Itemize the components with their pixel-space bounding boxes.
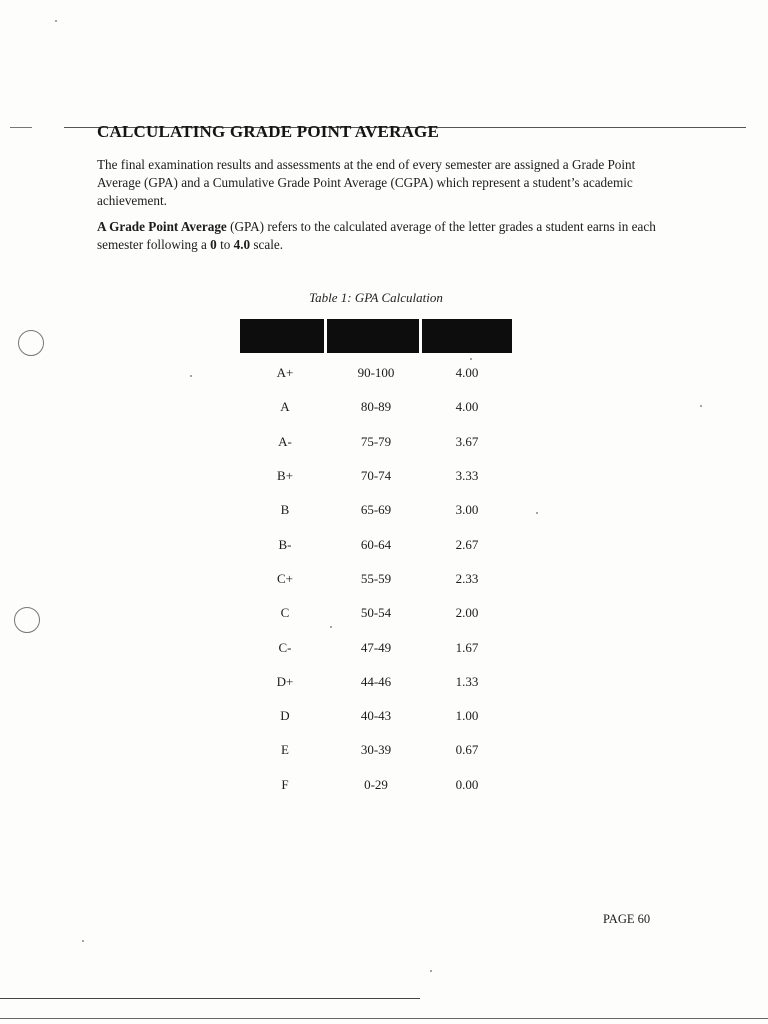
grade-cell: B- <box>278 536 292 552</box>
point-cell: 1.33 <box>455 673 479 689</box>
grade-cell: F <box>281 776 289 792</box>
intro-paragraph: The final examination results and assessments at the end of every semester are assigned a Grade Point Average (GPA) and a Cumulative Grade Point Average (CGPA) which represent a student’s academic achievement. <box>97 157 636 208</box>
grade-cell: D+ <box>276 673 294 689</box>
scan-speck <box>190 375 192 377</box>
footer-rule <box>0 998 420 999</box>
scan-speck <box>700 405 702 407</box>
scan-speck <box>430 970 432 972</box>
grade-cell: A+ <box>276 365 294 381</box>
point-cell: 1.67 <box>455 639 479 655</box>
table-row <box>240 390 512 424</box>
binder-hole-mark <box>14 607 40 633</box>
page-number: PAGE 60 <box>603 912 651 926</box>
table-row <box>240 768 512 802</box>
grade-cell: D <box>280 708 290 724</box>
point-cell: 0.67 <box>455 742 479 758</box>
gpa-definition-text: (GPA) refers to the calculated average of the letter grades a student earns in each semester following a <box>97 219 656 252</box>
grade-cell: A <box>280 399 290 415</box>
range-cell: 90-100 <box>357 365 395 381</box>
table-row <box>240 493 512 527</box>
grade-cell: C- <box>278 639 292 655</box>
table-row <box>240 562 512 596</box>
header-cell-grade <box>240 319 324 353</box>
range-cell: 55-59 <box>360 570 392 586</box>
scan-speck <box>55 20 57 22</box>
range-cell: 50-54 <box>360 605 392 621</box>
grade-cell: B+ <box>276 468 293 484</box>
range-cell: 75-79 <box>360 433 392 449</box>
range-cell: 47-49 <box>360 639 392 655</box>
table-row <box>240 527 512 561</box>
table-row <box>240 733 512 767</box>
grade-cell: E <box>281 742 289 758</box>
range-cell: 40-43 <box>360 708 392 724</box>
table-row <box>240 356 512 390</box>
point-cell: 3.00 <box>455 502 479 518</box>
scale-end: 4.0 <box>233 237 251 252</box>
grade-cell: C <box>280 605 290 621</box>
range-cell: 0-29 <box>364 776 388 792</box>
point-cell: 4.00 <box>455 365 479 381</box>
point-cell: 2.67 <box>455 536 479 552</box>
point-cell: 3.33 <box>455 468 479 484</box>
range-cell: 80-89 <box>360 399 392 415</box>
footer-rule-bottom <box>0 1018 768 1019</box>
range-cell: 65-69 <box>360 502 392 518</box>
header-rule-left <box>10 127 32 128</box>
table-row <box>240 665 512 699</box>
header-cell-range <box>327 319 419 353</box>
scale-start: 0 <box>210 237 217 252</box>
scale-connector: to <box>216 237 234 252</box>
range-cell: 44-46 <box>360 673 392 689</box>
gpa-table-header <box>240 319 512 353</box>
point-cell: 3.67 <box>455 433 479 449</box>
table-caption: Table 1: GPA Calculation <box>309 290 443 305</box>
table-row <box>240 630 512 664</box>
point-cell: 4.00 <box>455 399 479 415</box>
grade-cell: A- <box>278 433 292 449</box>
scan-speck <box>82 940 84 942</box>
grade-cell: C+ <box>276 570 293 586</box>
scan-speck <box>536 512 538 514</box>
point-cell: 0.00 <box>455 776 479 792</box>
gpa-table <box>240 356 512 802</box>
point-cell: 2.33 <box>455 570 479 586</box>
range-cell: 60-64 <box>360 536 392 552</box>
range-cell: 30-39 <box>360 742 392 758</box>
point-cell: 2.00 <box>455 605 479 621</box>
gpa-term: A Grade Point Average <box>97 219 227 234</box>
table-row <box>240 425 512 459</box>
table-row <box>240 459 512 493</box>
scan-speck <box>330 626 332 628</box>
table-row <box>240 699 512 733</box>
range-cell: 70-74 <box>360 468 392 484</box>
point-cell: 1.00 <box>455 708 479 724</box>
page-title: CALCULATING GRADE POINT AVERAGE <box>97 122 440 141</box>
scale-suffix: scale. <box>250 237 284 252</box>
scan-speck <box>470 358 472 360</box>
table-row <box>240 596 512 630</box>
gpa-definition-paragraph <box>97 218 667 254</box>
binder-hole-mark <box>18 330 44 356</box>
header-cell-point <box>422 319 512 353</box>
grade-cell: B <box>280 502 290 518</box>
